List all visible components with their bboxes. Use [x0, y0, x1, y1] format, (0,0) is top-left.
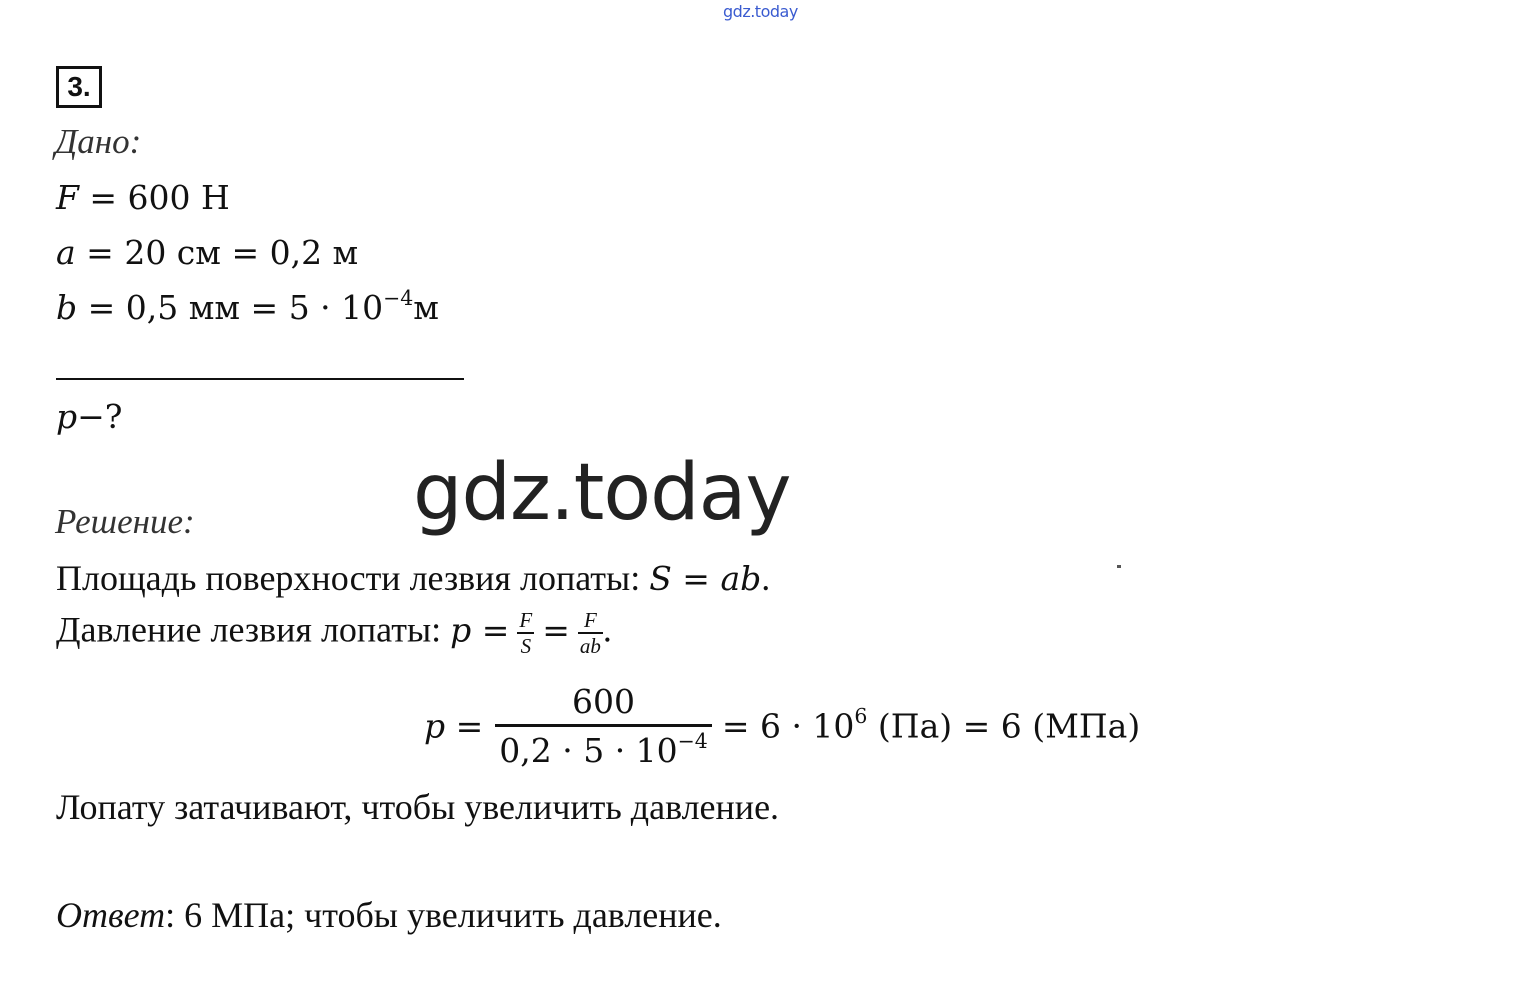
- pressure-lhs: p =: [450, 610, 510, 650]
- area-text: Площадь поверхности лезвия лопаты:: [56, 558, 650, 598]
- find-line: [56, 397, 122, 436]
- var-a: a: [56, 233, 76, 272]
- fraction-f-over-ab: [578, 608, 603, 658]
- answer-label: Ответ: [56, 895, 166, 935]
- answer-text: : 6 МПа; чтобы увеличить давление.: [165, 895, 722, 935]
- calc-result-exponent: 6: [854, 704, 868, 729]
- watermark-top: gdz.today: [723, 2, 798, 21]
- fraction-f-over-ab-num: F: [578, 608, 603, 634]
- given-length-a: [56, 233, 358, 272]
- calc-den-exponent: −4: [677, 728, 708, 753]
- answer-line: [56, 894, 722, 936]
- pressure-text: Давление лезвия лопаты:: [56, 609, 451, 650]
- calc-result: = 6 · 10: [721, 706, 855, 746]
- calc-den-base: 0,2 · 5 · 10: [499, 731, 678, 770]
- calc-lhs: p =: [424, 706, 484, 746]
- var-f: F: [56, 178, 79, 217]
- problem-number: 3.: [56, 66, 102, 108]
- var-b: b: [56, 288, 78, 327]
- pressure-line: [56, 608, 612, 658]
- conclusion: Лопату затачивают, чтобы увеличить давление.: [56, 787, 780, 827]
- solution-heading: Решение:: [55, 502, 195, 541]
- width-b-unit: м: [413, 288, 439, 327]
- calc-denominator: [495, 727, 712, 775]
- fraction-f-over-s-num: F: [519, 608, 533, 632]
- fraction-f-over-s: [517, 608, 534, 658]
- calc-result-tail: (Па) = 6 (МПа): [867, 706, 1141, 746]
- calc-numerator: 600: [495, 682, 712, 727]
- given-divider: [56, 378, 464, 380]
- var-p: p: [56, 397, 78, 436]
- area-formula: S = ab: [649, 559, 762, 598]
- watermark-main: gdz.today: [413, 448, 791, 538]
- stray-mark: [1117, 565, 1121, 568]
- fraction-f-over-ab-den: ab: [579, 634, 601, 658]
- pressure-eq: =: [542, 610, 570, 650]
- width-b-exponent: −4: [383, 285, 414, 310]
- calc-fraction: [495, 682, 712, 775]
- given-force: [56, 178, 230, 217]
- length-a-value: = 20 см = 0,2 м: [75, 233, 359, 272]
- find-mark: −?: [77, 397, 123, 436]
- pressure-period: .: [602, 609, 612, 650]
- force-value: = 600 Н: [78, 178, 230, 217]
- area-line: [56, 557, 770, 599]
- width-b-value: = 0,5 мм = 5 · 10: [77, 288, 384, 327]
- calculation-line: [424, 682, 1140, 775]
- area-period: .: [761, 558, 771, 598]
- given-heading: Дано:: [55, 122, 142, 161]
- fraction-f-over-s-den: S: [520, 634, 532, 658]
- given-width-b: [56, 285, 439, 327]
